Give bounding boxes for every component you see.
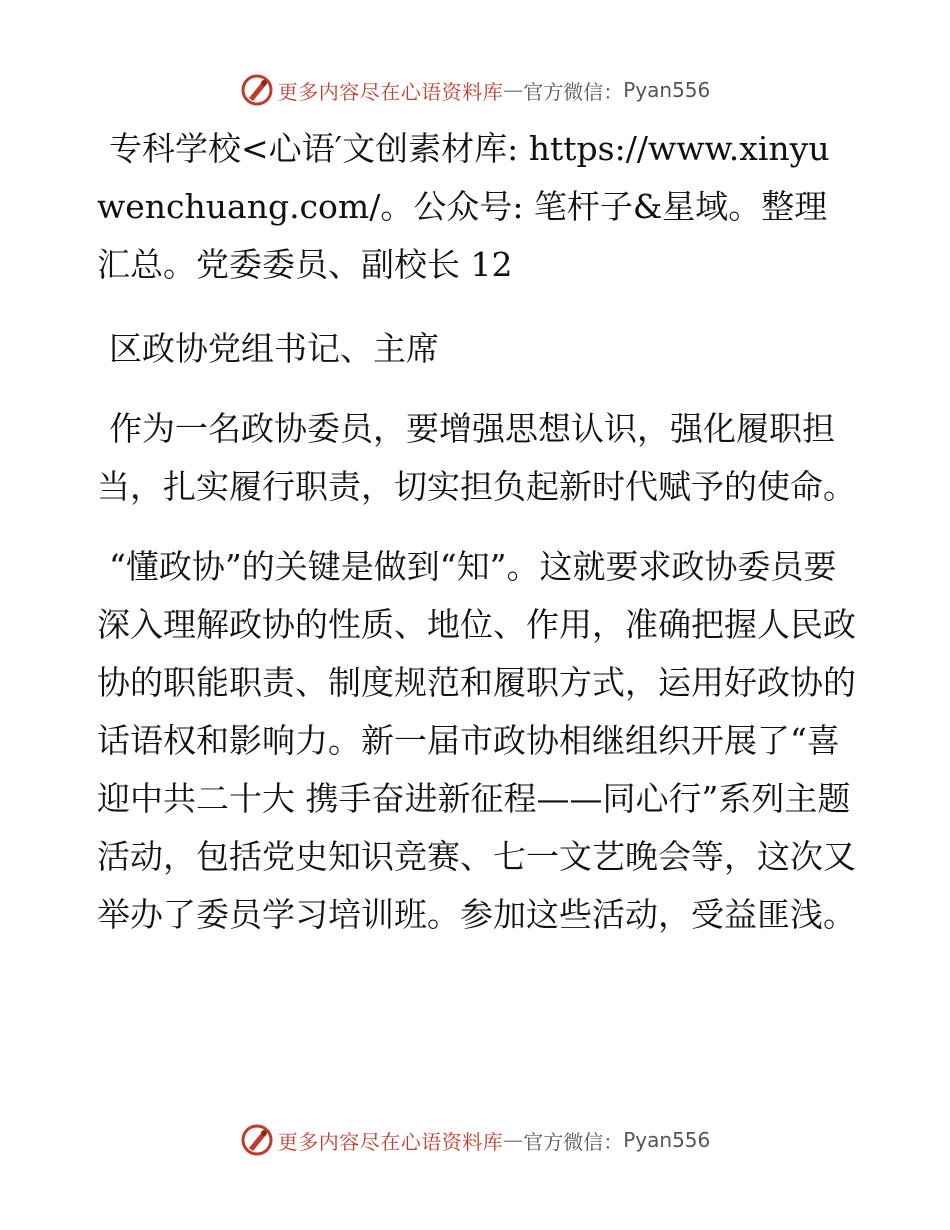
document-body: [97, 120, 857, 944]
banner-wechat-id: Pyan556: [623, 1128, 711, 1152]
banner-dash: —: [503, 1128, 524, 1152]
paragraph-title: 区政协党组书记、主席: [109, 329, 439, 368]
paragraph-intro: 作为一名政协委员，要增强思想认识，强化履职担当，扎实履行职责，切实担负起新时代赋予的使命。: [97, 409, 856, 506]
paragraph-source: 专科学校<心语′文创素材库: https://www.xinyuwenchuang.com/。公众号: 笔杆子&星域。整理汇总。党委委员、副校长 12: [97, 129, 830, 284]
pen-logo-icon: [240, 1123, 274, 1157]
banner-wechat-label: 官方微信：: [523, 79, 624, 104]
header-banner: [0, 70, 950, 110]
banner-slogan: 更多内容尽在心语资料库: [277, 1129, 504, 1154]
paragraph-main: “懂政协”的关键是做到“知”。这就要求政协委员要深入理解政协的性质、地位、作用，准确把握人民政协的职能职责、制度规范和履职方式，运用好政协的话语权和影响力。新一届市政协相继组织开展了“喜迎中共二十大 携手奋进新征程——同心行”系列主题活动，包括党史知识竞赛、七一文艺晚会等，这次又举办了委员学习培训班。参加这些活动，受益匪浅。: [97, 547, 856, 934]
footer-banner: [0, 1120, 950, 1160]
banner-slogan: 更多内容尽在心语资料库: [277, 79, 504, 104]
banner-wechat-id: Pyan556: [623, 78, 711, 102]
banner-dash: —: [503, 78, 524, 102]
banner-wechat-label: 官方微信：: [523, 1129, 624, 1154]
pen-logo-icon: [240, 73, 274, 107]
